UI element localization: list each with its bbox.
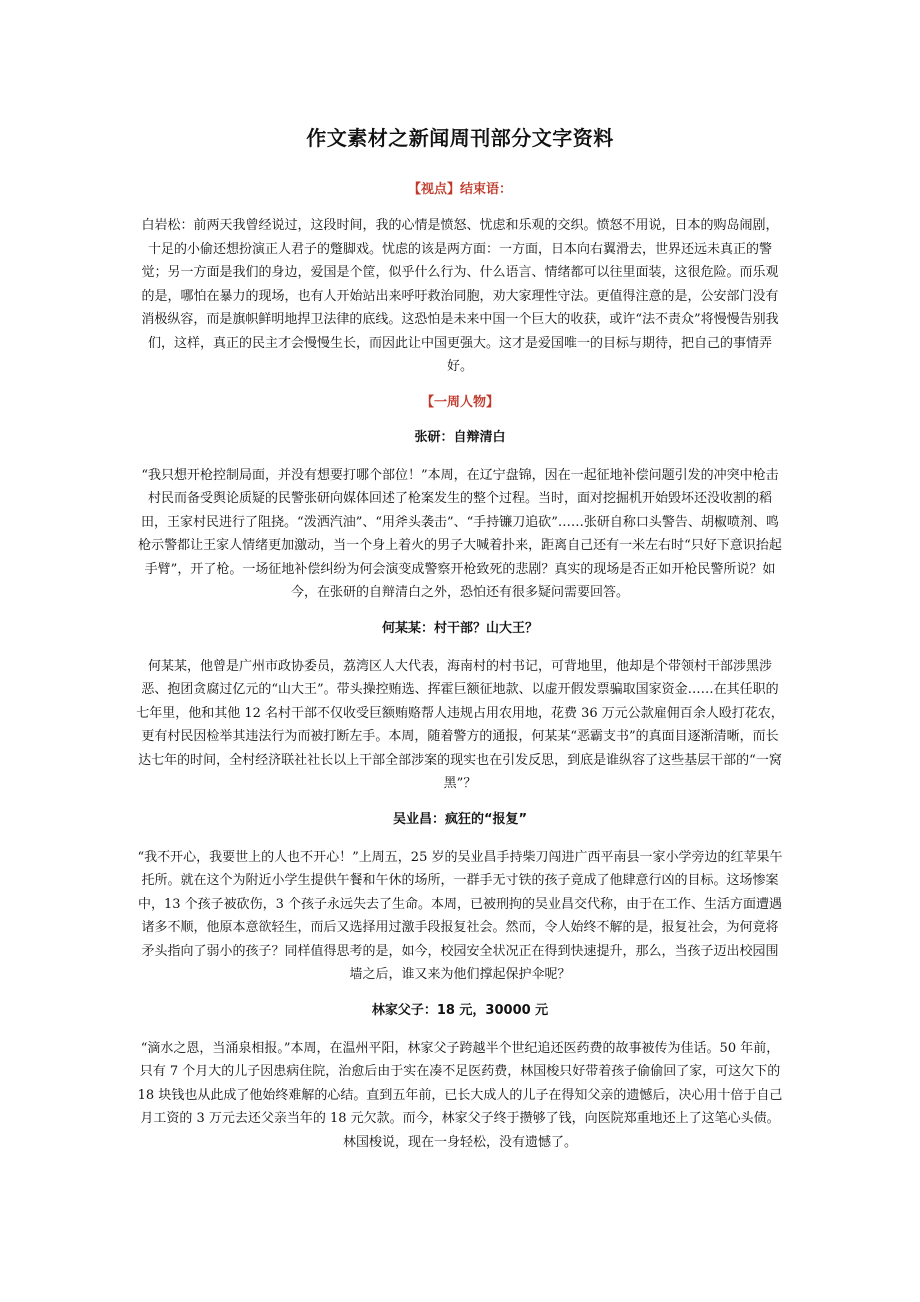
article-body: “滴水之恩，当涌泉相报。”本周，在温州平阳，林家父子跨越半个世纪追还医药费的故事被传为佳话。50 年前，只有 7 个月大的儿子因患病住院，治愈后由于实在凑不足医药费，林国梭只好带着孩子偷偷回了家，可这欠下的 18 块钱也从此成了他始终难解的心结。直到五年前，已长大成人的儿子在得知父亲的遗憾后，决心用十倍于自己月工资的 3 万元去还父亲当年的 18 元欠款。而今，林家父子终于攒够了钱，向医院郑重地还上了这笔心头债。林国梭说，现在一身轻松，没有遗憾了。 (137, 1040, 783, 1150)
people-section (136, 393, 784, 1155)
document-title: 作文素材之新闻周刊部分文字资料 (306, 126, 614, 150)
article-title: 张研：自辩清白 (414, 429, 506, 445)
viewpoint-body: 白岩松：前两天我曾经说过，这段时间，我的心情是愤怒、忧虑和乐观的交织。愤怒不用说，日本的购岛闹剧，十足的小偷还想扮演正人君子的蹩脚戏。忧虑的该是两方面：一方面，日本向右翼滑去，世界还远未真正的警觉；另一方面是我们的身边，爱国是个筐，似乎什么行为、什么语言、情绪都可以往里面装，这很危险。而乐观的是，哪怕在暴力的现场，也有人开始站出来呼吁救治同胞，劝大家理性守法。更值得注意的是，公安部门没有消极纵容，而是旗帜鲜明地捍卫法律的底线。这恐怕是未来中国一个巨大的收获，或许“法不责众”将慢慢告别我们，这样，真正的民主才会慢慢生长，而因此让中国更强大。这才是爱国唯一的目标与期待，把自己的事情弄好。 (141, 218, 779, 374)
document-page (136, 0, 784, 1154)
viewpoint-heading: 【视点】结束语： (407, 182, 512, 197)
article-body: “我不开心，我要世上的人也不开心！”上周五，25 岁的吴业昌手持柴刀闯进广西平南县一家小学旁边的红苹果午托所。就在这个为附近小学生提供午餐和午休的场所，一群手无寸铁的孩子竟成了他肆意行凶的目标。这场惨案中，13 个孩子被砍伤，3 个孩子永远失去了生命。本周，已被刑拘的吴业昌交代称，由于在工作、生活方面遭遇诸多不顺，他原本意欲轻生，而后又选择用过激手段报复社会。然而，令人始终不解的是，报复社会，为何竟将矛头指向了弱小的孩子？同样值得思考的是，如今，校园安全状况正在得到快速提升，那么，当孩子迈出校园围墙之后，谁又来为他们撑起保护伞呢？ (137, 849, 783, 982)
article-body: 何某某，他曾是广州市政协委员，荔湾区人大代表，海南村的村书记，可背地里，他却是个带领村干部涉黑涉恶、抱团贪腐过亿元的“山大王”。带头操控贿选、挥霍巨额征地款、以虚开假发票骗取国家资金……在其任职的七年里，他和其他 12 名村干部不仅收受巨额贿赂帮人违规占用农用地，花费 36 万元公款雇佣百余人殴打花农，更有村民因检举其违法行为而被打断左手。本周，随着警方的通报，何某某“恶霸支书”的真面目逐渐清晰，而长达七年的时间，全村经济联社社长以上干部全部涉案的现实也在引发反思，到底是谁纵容了这些基层干部的“一窝黑”？ (136, 658, 784, 791)
person-article (136, 1001, 784, 1155)
article-title: 林家父子：18 元，30000 元 (371, 1002, 549, 1018)
article-title: 何某某：村干部？山大王？ (381, 620, 538, 636)
person-article (136, 810, 784, 987)
people-heading: 【一周人物】 (420, 394, 499, 410)
viewpoint-section (136, 180, 784, 379)
person-article (136, 428, 784, 605)
article-title: 吴业昌：疯狂的“报复” (392, 811, 528, 827)
person-article (136, 619, 784, 796)
article-body: “我只想开枪控制局面，并没有想要打哪个部位！”本周，在辽宁盘锦，因在一起征地补偿问题引发的冲突中枪击村民而备受舆论质疑的民警张研向媒体回述了枪案发生的整个过程。当时，面对挖掘机开始毁坏还没收割的稻田，王家村民进行了阻挠。“泼洒汽油”、“用斧头袭击”、“手持镰刀追砍”……张研自称口头警告、胡椒喷剂、鸣枪示警都让王家人情绪更加激动，当一个身上着火的男子大喊着扑来，距离自己还有一米左右时“只好下意识抬起手臂”，开了枪。一场征地补偿纠纷为何会演变成警察开枪致死的悲剧？真实的现场是否正如开枪民警所说？如今，在张研的自辩清白之外，恐怕还有很多疑问需要回答。 (138, 467, 782, 600)
